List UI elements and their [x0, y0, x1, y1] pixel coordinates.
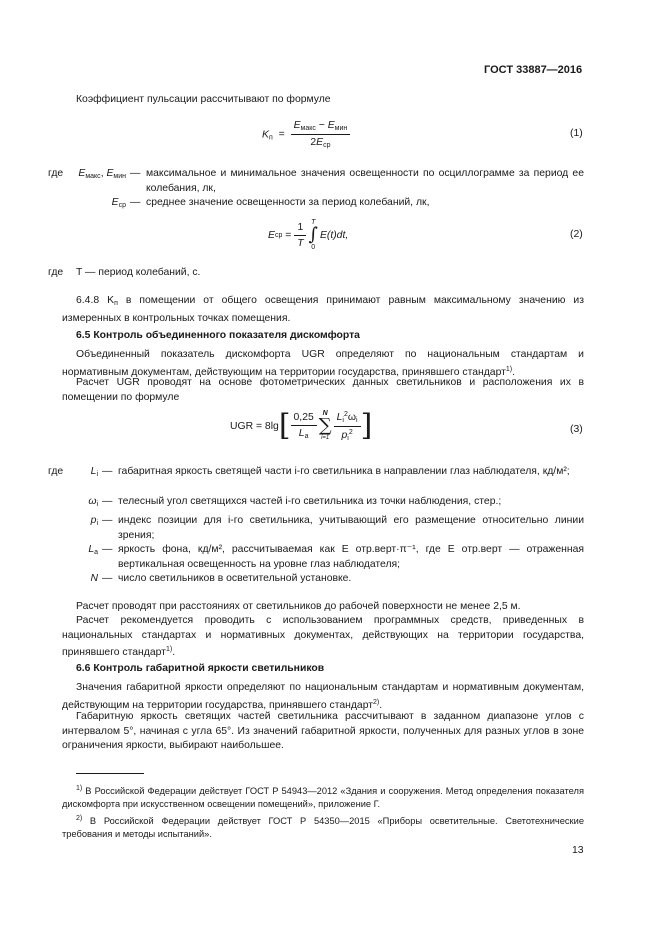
- formula-1-lhs-sub: п: [268, 134, 273, 142]
- formula-2-lower: 0: [311, 244, 316, 251]
- formula-2-body: E(t)dt,: [319, 229, 349, 241]
- formula-2-den-t: T: [297, 237, 304, 249]
- formula-1-e-max: E: [293, 120, 301, 131]
- def-2-dash: —: [102, 496, 113, 507]
- formula-3-sum-top: N: [322, 410, 328, 417]
- where-1-sub-min: мин: [113, 173, 126, 180]
- formula-1-number: (1): [570, 128, 583, 139]
- where-2-e: E: [111, 197, 119, 208]
- paragraph-calc-1: Расчет проводят при расстояниях от светильников до рабочей поверхности не менее 2,5 м.: [76, 601, 521, 612]
- def-3-dash: —: [102, 515, 113, 526]
- where-2-text: среднее значение освещенности за период колебаний, лк,: [146, 197, 430, 208]
- footnote-1-mark: 1): [76, 785, 83, 792]
- paragraph-lum-1-end: .: [379, 699, 383, 711]
- formula-3-coef: 0,25: [291, 412, 317, 426]
- page-number: 13: [572, 845, 584, 856]
- formula-3-term-num: [334, 411, 361, 427]
- formula-1-fraction: [291, 120, 351, 149]
- formula-1-denominator: [307, 135, 333, 149]
- footnote-ref-1b: 1): [165, 646, 173, 654]
- def-5-sym: N: [90, 573, 98, 584]
- paragraph-calc-2: [62, 614, 584, 661]
- footnote-2-text: В Российской Федерации действует ГОСТ Р 54350—2015 «Приборы осветительные. Светотехнические требования и методы испытаний».: [62, 816, 584, 839]
- paragraph-6-4-8: [62, 294, 584, 326]
- formula-3-lhs: UGR = 8lg: [230, 420, 279, 432]
- def-5-symbol: [66, 572, 98, 590]
- formula-3-sum: [319, 409, 332, 443]
- footnote-ref-1: 1): [505, 365, 513, 373]
- paragraph-calc-2-end: .: [172, 647, 176, 659]
- def-2-sym: ω: [88, 496, 97, 507]
- section-6-6-heading: 6.6 Контроль габаритной яркости светильников: [76, 663, 325, 674]
- formula-2-upper: T: [311, 219, 316, 226]
- where-1-symbol: [66, 167, 126, 185]
- formula-1-lhs: K: [262, 129, 269, 141]
- formula-2: [268, 218, 348, 252]
- formula-1: [262, 120, 350, 149]
- def-1-dash: —: [102, 466, 113, 477]
- where-1-sub-max: макс: [85, 173, 101, 180]
- formula-1-den-e: E: [316, 137, 324, 148]
- formula-3-coef-fraction: [291, 412, 317, 440]
- def-2-symbol: [66, 495, 98, 513]
- def-4-sym: L: [88, 544, 95, 555]
- def-3-symbol: [66, 514, 98, 532]
- document-header: ГОСТ 33887—2016: [484, 64, 583, 76]
- footnote-2: [62, 812, 584, 841]
- def-1-sub: i: [96, 471, 98, 478]
- formula-2-integral: [309, 218, 318, 252]
- def-1-text: габаритная яркость светящей части i-го светильника в направлении глаз наблюдателя, кд/м²;: [118, 466, 570, 477]
- def-5-text: число светильников в осветительной установке.: [118, 573, 352, 584]
- paragraph-lum-2: Габаритную яркость светящих частей светильника рассчитывают в заданном диапазоне углов с интервалом 5°, начиная с угла 65°. Из значений габаритной яркости, полученных для разных углов в зоне ограничения яркости, выбирают наибольшее.: [62, 711, 584, 752]
- where-2-dash: —: [130, 197, 141, 208]
- section-6-5-heading: 6.5 Контроль объединенного показателя дискомфорта: [76, 330, 360, 341]
- paragraph-lum-1: [62, 681, 584, 713]
- formula-2-lhs-sub: ср: [274, 231, 283, 239]
- def-4-text: яркость фона, кд/м², рассчитываемая как E отр.верт·π⁻¹, где E отр.верт — отраженная вертикальная освещенность на уровне глаз наблюдателя;: [118, 544, 584, 570]
- formula-1-den-sub: ср: [323, 142, 331, 149]
- paragraph-calc-2-text: Расчет рекомендуется проводить с использованием программных средств, приведенных в национальных стандартах и нормативных документах, действующих на территории государства, принявшего стандарт: [62, 615, 584, 659]
- paragraph-ugr-1-text: Объединенный показатель дискомфорта UGR определяют по национальным стандартам и нормативным документам, действующим на территории государства, принявшего стандарт: [62, 349, 584, 378]
- footnote-ref-2: 2): [373, 698, 380, 706]
- where-1-e-max: E: [78, 168, 86, 179]
- footnote-2-mark: 2): [76, 815, 83, 822]
- paragraph-6-4-8-lead: 6.4.8 K: [76, 295, 115, 306]
- formula-2-numerator: 1: [294, 222, 306, 236]
- def-1-symbol: [66, 465, 98, 483]
- formula-3-term-p: p: [341, 429, 348, 441]
- defs-prefix: где: [48, 466, 64, 477]
- def-5-dash: —: [102, 573, 113, 584]
- formula-1-equals: =: [278, 129, 285, 141]
- where-1-e-min: E: [106, 168, 114, 179]
- formula-3-coef-den: [296, 426, 312, 440]
- formula-2-denominator: [294, 236, 306, 249]
- left-bracket-icon: [: [278, 408, 291, 443]
- def-3-sym: p: [90, 515, 97, 526]
- where-2-sub: ср: [118, 202, 126, 209]
- footnote-1-text: В Российской Федерации действует ГОСТ Р 54943—2012 «Здания и сооружения. Метод определения показателя дискомфорта при искусственном освещении помещений», приложение Г.: [62, 786, 584, 809]
- def-4-dash: —: [102, 544, 113, 555]
- formula-2-equals: =: [282, 229, 295, 241]
- paragraph-6-4-8-sub: п: [114, 300, 118, 307]
- right-bracket-icon: ]: [360, 408, 373, 443]
- formula-3-sum-bottom: i=1: [321, 435, 330, 441]
- where-1-prefix: где: [48, 168, 64, 179]
- where-3-prefix: где: [48, 267, 64, 278]
- formula-1-e-min: E: [327, 120, 335, 131]
- formula-3: [230, 409, 372, 443]
- paragraph-lum-1-text: Значения габаритной яркости определяют по национальным стандартам и нормативным документам, действующим на территории государства, принявшего стандарт: [62, 682, 584, 711]
- paragraph-ugr-2: Расчет UGR проводят на основе фотометрических данных светильников и расположения их в помещении по формуле: [62, 377, 584, 403]
- formula-3-omega: ω: [347, 411, 356, 423]
- formula-3-term-p-sub: i: [347, 434, 349, 442]
- formula-2-lhs: E: [268, 229, 275, 241]
- formula-3-term-l: L: [336, 411, 343, 423]
- def-2-sub: i: [96, 501, 98, 508]
- def-3-sub: i: [96, 520, 98, 527]
- formula-3-term-l-sup: 2: [343, 410, 348, 418]
- def-2-text: телесный угол светящихся частей i-го светильника из точки наблюдения, стер.;: [118, 496, 502, 507]
- sigma-sum-icon: ∑: [318, 415, 332, 436]
- def-4-sub: a: [94, 549, 98, 556]
- def-4-symbol: [66, 543, 98, 561]
- where-3-text: T — период колебаний, с.: [76, 267, 201, 278]
- formula-1-sub-max: макс: [300, 125, 316, 132]
- formula-3-term-fraction: [334, 411, 361, 442]
- formula-3-term-l-sub: i: [342, 416, 344, 424]
- formula-1-den-coef: 2: [310, 137, 317, 148]
- formula-3-term-p-sup: 2: [348, 428, 353, 436]
- intro-paragraph: Коэффициент пульсации рассчитывают по формуле: [76, 94, 331, 105]
- formula-3-den-l-sub: a: [304, 433, 309, 440]
- paragraph-ugr-1-end: .: [512, 366, 516, 378]
- formula-2-fraction: [294, 222, 306, 249]
- integral-sign-icon: ∫: [308, 224, 318, 245]
- def-1-sym: L: [90, 466, 97, 477]
- where-2-symbol: [66, 196, 126, 214]
- formula-2-number: (2): [570, 229, 583, 240]
- footnote-1: [62, 782, 584, 811]
- formula-3-den-l: L: [298, 428, 305, 439]
- paragraph-6-4-8-rest: в помещении от общего освещения принимают равным максимальному значению из измеренных в контрольных точках помещения.: [62, 295, 584, 324]
- formula-1-numerator: [291, 120, 351, 135]
- where-1-comma: ,: [100, 168, 107, 179]
- formula-1-sub-min: мин: [334, 125, 348, 132]
- formula-3-term-den: [338, 427, 355, 442]
- footnote-divider: [76, 773, 144, 774]
- formula-3-number: (3): [570, 424, 583, 435]
- formula-3-omega-sub: i: [356, 416, 358, 424]
- where-1-dash: —: [130, 168, 141, 179]
- def-3-text: индекс позиции для i-го светильника, учитывающий его размещение относительно линии зрения;: [118, 515, 584, 541]
- where-1-text: максимальное и минимальное значения освещенности по осциллограмме за период ее колебания, лк,: [146, 168, 584, 194]
- formula-1-minus: −: [315, 120, 328, 131]
